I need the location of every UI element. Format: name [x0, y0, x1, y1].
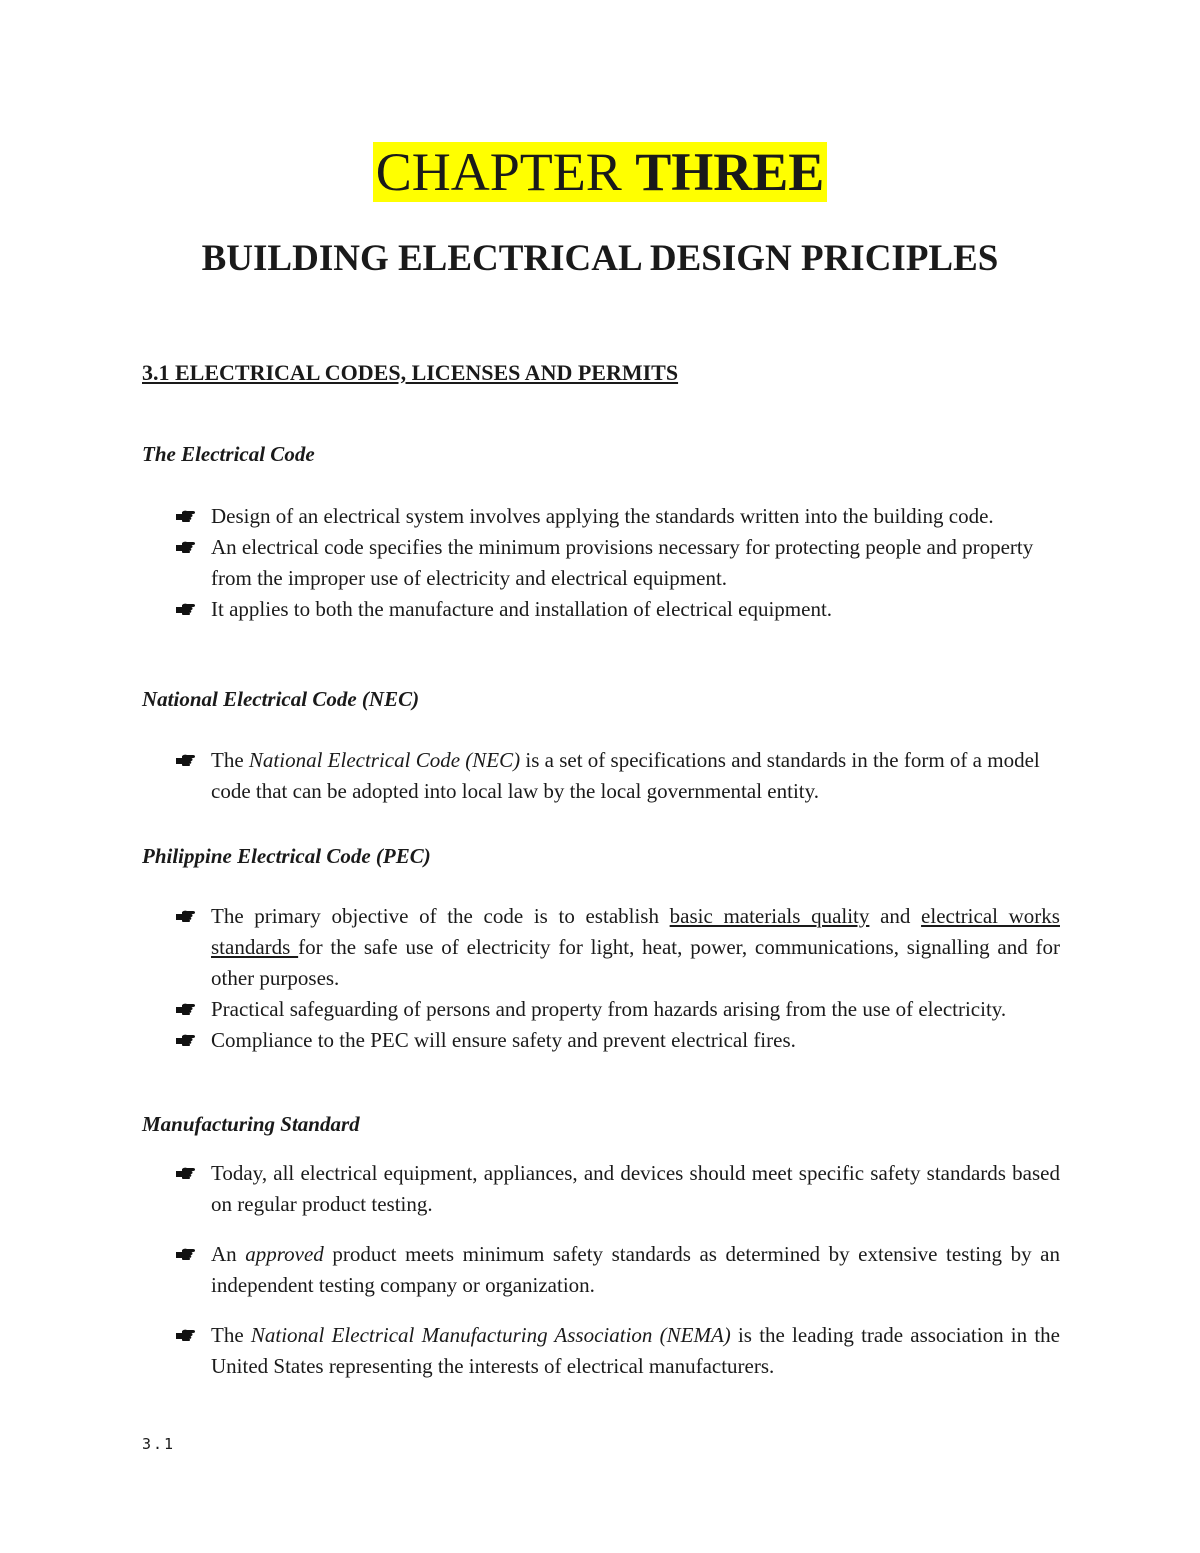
pointing-hand-icon [175, 753, 197, 767]
bullet-list-pec [175, 901, 1060, 1056]
pointing-hand-icon [175, 1166, 197, 1180]
list-item: The National Electrical Code (NEC) is a set of specifications and standards in the form of a model code that can be adopted into local law by the local governmental entity. [175, 745, 1060, 807]
bullet-list-electrical-code [175, 501, 1060, 625]
subsection-heading-nec: National Electrical Code (NEC) [142, 687, 420, 711]
pointing-hand-icon [175, 1328, 197, 1342]
chapter-number: THREE [635, 142, 825, 202]
pointing-hand-icon [175, 1033, 197, 1047]
page-number: 3.1 [142, 1435, 176, 1453]
pointing-hand-icon [175, 1002, 197, 1016]
bullet-list-nec [175, 745, 1060, 807]
subsection-heading-electrical-code: The Electrical Code [142, 442, 315, 466]
pointing-hand-icon [175, 909, 197, 923]
pointing-hand-icon [175, 509, 197, 523]
bullet-list-manufacturing [175, 1158, 1060, 1382]
list-item: Design of an electrical system involves applying the standards written into the building code. [175, 501, 1060, 532]
list-item: An approved product meets minimum safety standards as determined by extensive testing by an independent testing company or organization. [175, 1239, 1060, 1301]
list-item: Practical safeguarding of persons and property from hazards arising from the use of electricity. [175, 994, 1060, 1025]
chapter-title [0, 140, 1200, 204]
list-item: An electrical code specifies the minimum provisions necessary for protecting people and property from the improper use of electricity and electrical equipment. [175, 532, 1060, 594]
chapter-highlight [373, 142, 828, 202]
subsection-heading-pec: Philippine Electrical Code (PEC) [142, 844, 431, 868]
list-item: The National Electrical Manufacturing Association (NEMA) is the leading trade association in the United States representing the interests of electrical manufacturers. [175, 1320, 1060, 1382]
list-item: Compliance to the PEC will ensure safety and prevent electrical fires. [175, 1025, 1060, 1056]
pointing-hand-icon [175, 602, 197, 616]
list-item: Today, all electrical equipment, appliances, and devices should meet specific safety standards based on regular product testing. [175, 1158, 1060, 1220]
chapter-label: CHAPTER [375, 142, 622, 202]
list-item: It applies to both the manufacture and installation of electrical equipment. [175, 594, 1060, 625]
pointing-hand-icon [175, 540, 197, 554]
subsection-heading-manufacturing: Manufacturing Standard [142, 1112, 360, 1136]
page-title: BUILDING ELECTRICAL DESIGN PRICIPLES [201, 238, 999, 279]
section-heading: 3.1 ELECTRICAL CODES, LICENSES AND PERMITS [142, 360, 679, 385]
list-item: The primary objective of the code is to establish basic materials quality and electrical works standards for the safe use of electricity for light, heat, power, communications, signalling and for other purposes. [175, 901, 1060, 994]
pointing-hand-icon [175, 1247, 197, 1261]
